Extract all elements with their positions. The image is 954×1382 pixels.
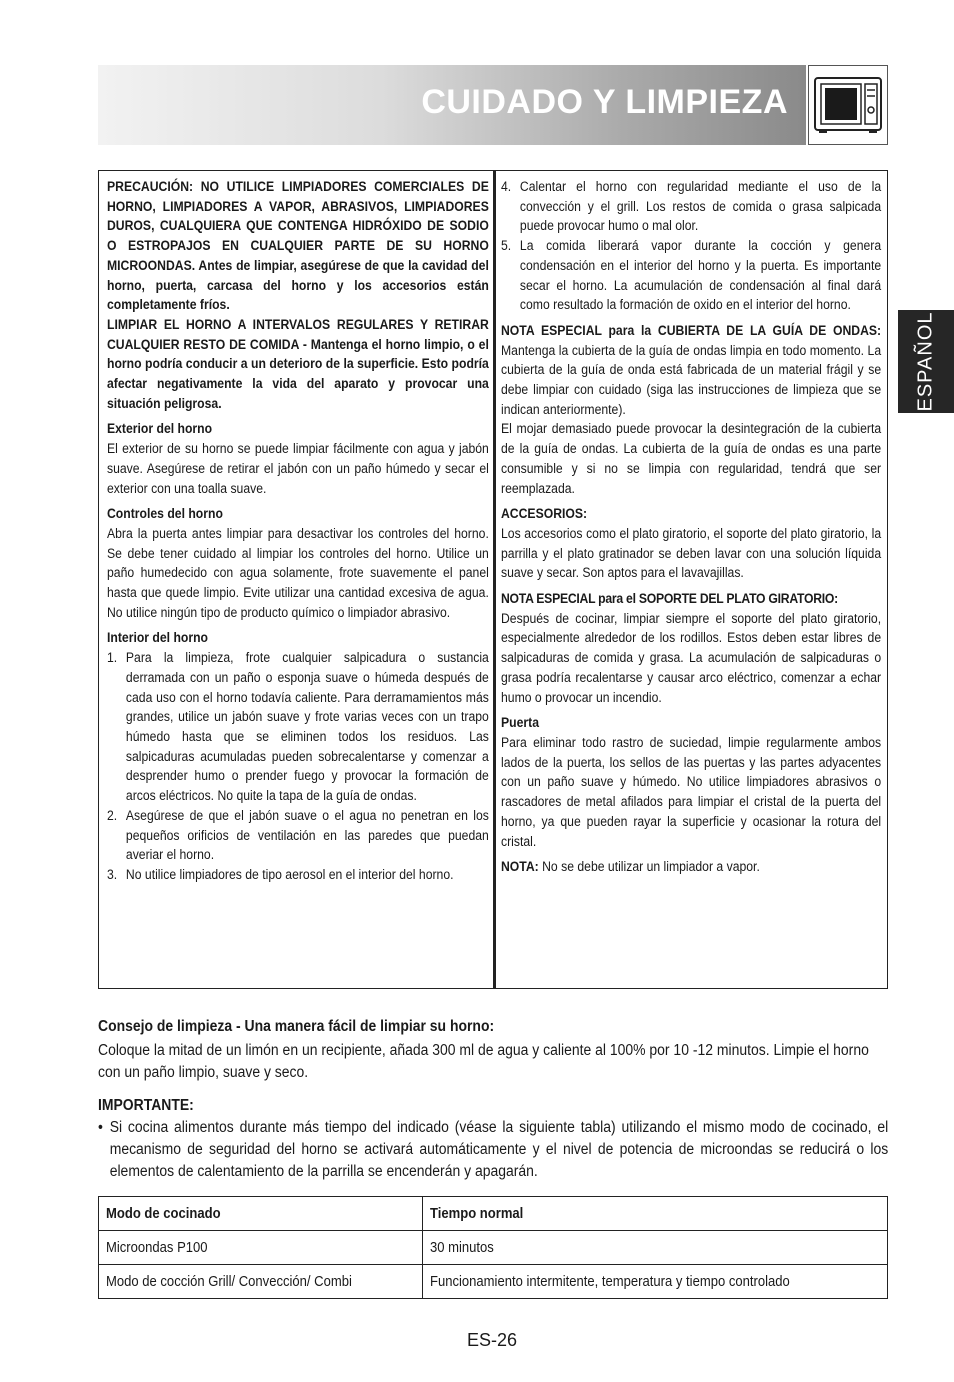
section-header-banner: [98, 65, 806, 145]
language-tab-label: ESPAÑOL: [914, 311, 937, 412]
steam-note: [501, 858, 881, 878]
table-header-cell: Tiempo normal: [423, 1197, 888, 1231]
table-cell: Funcionamiento intermitente, temperatura y tiempo controlado: [423, 1265, 888, 1299]
column-divider: [493, 170, 496, 989]
important-text: Si cocina alimentos durante más tiempo del indicado (véase la siguiente tabla) utilizando el mismo modo de cocinado, el mecanismo de seguridad del horno se activará automáticamente y el nivel de potencia de microondas se reducirá o los elementos de calentamiento de la parrilla se encenderán y apagarán.: [109, 1119, 889, 1180]
controls-heading: Controles del horno: [107, 506, 223, 523]
page-title: CUIDADO Y LIMPIEZA: [421, 83, 788, 121]
waveguide-note-text-2: El mojar demasiado puede provocar la desintegración de la cubierta de la guía de ondas. La cubierta de la guía de ondas es una parte consumible y si no se limpia con regularidad, tendrá que ser reemplazada.: [501, 421, 882, 497]
table-header-cell: Modo de cocinado: [99, 1197, 423, 1231]
list-item-text: Asegúrese de que el jabón suave o el agua no penetran en los pequeños orificios de ventilación en las paredes que puedan averiar el horno.: [125, 807, 489, 864]
language-tab[interactable]: [898, 310, 954, 413]
table-cell: Microondas P100: [99, 1231, 423, 1265]
table-header-row: [99, 1197, 888, 1231]
list-item-text: No utilice limpiadores de tipo aerosol en el interior del horno.: [125, 866, 454, 883]
door-text: Para eliminar todo rastro de suciedad, limpie regularmente ambos lados de la puerta, los sellos de las puertas y las partes adyacentes con un paño suave y húmedo. No utilice limpiadores abrasivos o rascadores de metal afilados para limpiar el cristal de la puerta del horno, ya que pueden rayar la superficie y ocasionar la rotura del cristal.: [501, 734, 882, 850]
cleaning-tip-text: Coloque la mitad de un limón en un recipiente, añada 300 ml de agua y caliente al 100% por 10 -12 minutos. Limpie el horno con un paño limpio, suave y seco.: [98, 1042, 869, 1081]
exterior-text: El exterior de su horno se puede limpiar fácilmente con agua y jabón suave. Asegúrese de retirar el jabón con un paño húmedo y secar el exterior con una toalla suave.: [107, 441, 489, 497]
waveguide-note: [501, 322, 881, 421]
table-row: [99, 1231, 888, 1265]
caution-paragraph: PRECAUCIÓN: NO UTILICE LIMPIADORES COMERCIALES DE HORNO, LIMPIADORES A VAPOR, ABRASIVOS, LIMPIADORES DUROS, CUALQUIERA QUE CONTENGA HIDRÓXIDO DE SODIO O ESTROPAJOS EN CUALQUIER PARTE DE SU HORNO MICROONDAS. Antes de limpiar, asegúrese de que la cavidad del horno, puerta, carcasa del horno y los accesorios están completamente fríos.: [107, 179, 489, 314]
microwave-oven-icon: [808, 65, 888, 145]
steam-note-label: NOTA:: [501, 859, 539, 876]
regular-cleaning-paragraph: LIMPIAR EL HORNO A INTERVALOS REGULARES Y RETIRAR CUALQUIER RESTO DE COMIDA - Mantenga el horno limpio, o el horno podría conducir a un deterioro de la superficie. Esto podría afectar negativamente la vida del aparato y provocar una situación peligrosa.: [107, 316, 489, 412]
page-number: ES-26: [466, 1330, 518, 1350]
list-item-number: 4.: [501, 179, 512, 195]
table-cell: Modo de cocción Grill/ Convección/ Combi: [99, 1265, 423, 1299]
controls-text: Abra la puerta antes limpiar para desactivar los controles del horno. Se debe tener cuidado al limpiar los controles del horno. Utilice un paño humedecido con agua solamente, frote suavemente el panel hasta que quede limpio. Evite utilizar una cantidad excesiva de agua. No utilice ningún tipo de producto químico o limpiador abrasivo.: [107, 525, 489, 621]
important-heading: IMPORTANTE:: [98, 1097, 194, 1114]
list-item-number: 2.: [107, 807, 118, 824]
table-cell: 30 minutos: [423, 1231, 888, 1265]
list-item: [107, 866, 489, 886]
turntable-note-text: Después de cocinar, limpiar siempre el soporte del plato giratorio, especialmente alrededor de los rodillos. Estos deben estar libres de salpicaduras de comida y grasa. La acumulación de salpicaduras o grasa podría recalentarse y causar arco eléctrico, comenzar a echar humo o provocar un incendio.: [501, 610, 882, 706]
list-item-text: La comida liberará vapor durante la cocción y genera condensación en el interior del horno y la puerta. Es importante secar el horno. La acumulación de condensación al final dará como resultado la formación de oxido en el interior del horno.: [519, 238, 882, 314]
steam-note-text: No se debe utilizar un limpiador a vapor.: [538, 859, 760, 876]
list-item: [501, 237, 881, 316]
list-item: [501, 178, 881, 237]
bullet-mark: •: [98, 1119, 103, 1136]
cooking-mode-table: [98, 1196, 888, 1299]
exterior-heading: Exterior del horno: [107, 421, 213, 438]
list-item-text: Para la limpieza, frote cualquier salpicadura o sustancia derramada con un paño o esponja suave o húmeda después de cada uso con el horno todavía caliente. Para derramamientos más grandes, utilice un jabón suave y frote varias veces con un trapo húmedo hasta que se eliminen todos los residuos. Las salpicaduras acumuladas pueden sobrecalentarse y comenzar a desprender humo o prender fuego y provocar la formación de arcos eléctricos. No quite la tapa de la guía de ondas.: [125, 650, 489, 805]
list-item-number: 3.: [107, 866, 118, 883]
list-item-text: Calentar el horno con regularidad mediante el uso de la convección y el grill. Los restos de comida o grasa salpicada puede provocar humo o mal olor.: [519, 179, 882, 235]
accessories-heading: ACCESORIOS:: [501, 506, 588, 523]
right-column: [501, 178, 881, 878]
list-item-number: 1.: [107, 650, 118, 667]
interior-heading: Interior del horno: [107, 630, 209, 647]
left-column: [107, 178, 489, 886]
list-item: [107, 649, 489, 807]
waveguide-note-heading: NOTA ESPECIAL para la CUBIERTA DE LA GUÍA DE ONDAS:: [501, 322, 882, 339]
door-heading: Puerta: [501, 715, 539, 732]
accessories-text: Los accesorios como el plato giratorio, el soporte del plato giratorio, la parrilla y el plato gratinador se deben lavar con una solución líquida suave y secar. Son aptos para el lavavajillas.: [501, 525, 882, 582]
microwave-oven-drawing: [809, 66, 887, 144]
waveguide-note-text: Mantenga la cubierta de la guía de ondas limpia en todo momento. La cubierta de la guía de onda está fabricada de un material frágil y se debe limpiar con cuidado (siga las instrucciones de limpieza que se indican anteriormente).: [501, 342, 882, 418]
cleaning-tip-heading: Consejo de limpieza - Una manera fácil de limpiar su horno:: [98, 1018, 495, 1035]
table-row: [99, 1265, 888, 1299]
list-item-number: 5.: [501, 238, 512, 255]
important-bullet-item: [98, 1117, 888, 1183]
list-item: [107, 807, 489, 866]
turntable-note-heading: NOTA ESPECIAL para el SOPORTE DEL PLATO GIRATORIO:: [501, 591, 838, 608]
bottom-section: [98, 1016, 888, 1183]
